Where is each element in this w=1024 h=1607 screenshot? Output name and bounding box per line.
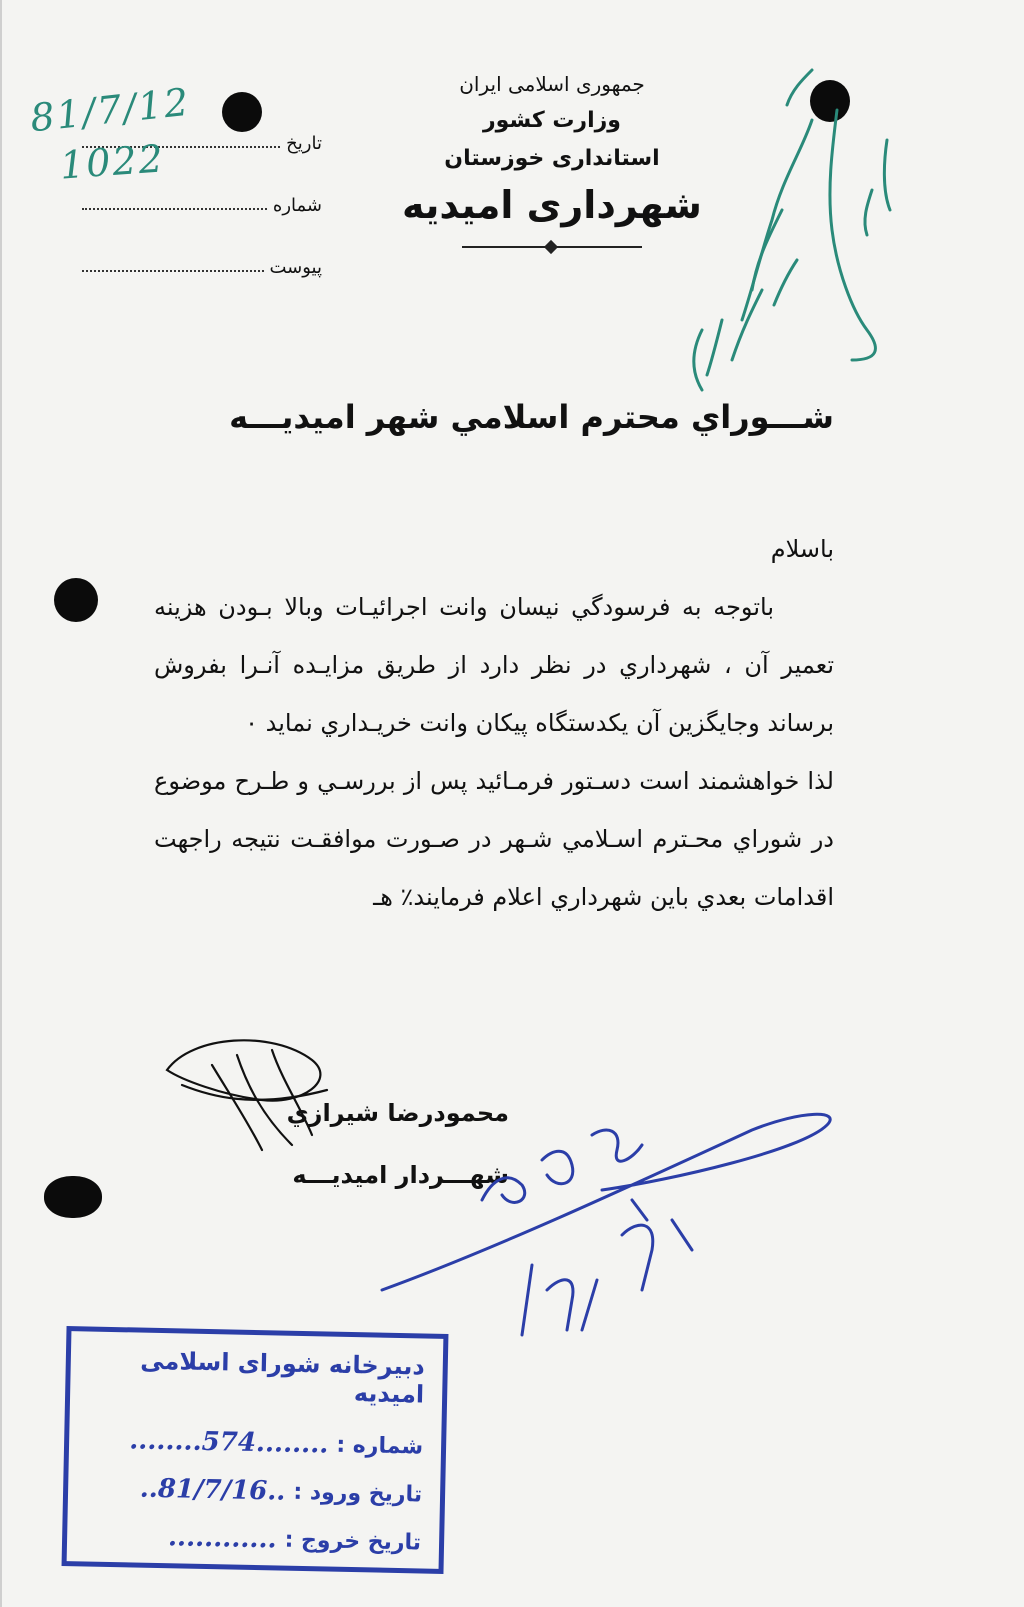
stamp-exit-label: تاریخ خروج : — [284, 1527, 422, 1555]
number-line — [82, 202, 267, 210]
stamp-number-label: شماره : — [336, 1432, 424, 1460]
letter-body — [154, 520, 834, 926]
stamp-entry-row — [86, 1463, 423, 1518]
letterhead-country: جمهوری اسلامی ایران — [459, 72, 645, 96]
stamp-title: دبیرخانه شورای اسلامی امیدیه — [140, 1346, 426, 1409]
registry-stamp — [62, 1326, 449, 1574]
number-label: شماره — [272, 195, 322, 216]
handwritten-date: 81/7/12 — [28, 79, 193, 141]
signer-name: محمودرضا شيرازي — [286, 1099, 509, 1127]
stamp-entry-label: تاریخ ورود : — [293, 1479, 423, 1508]
punch-hole-bottom — [44, 1176, 102, 1218]
letterhead-province: استانداری خوزستان — [444, 146, 660, 172]
punch-hole-middle — [54, 578, 98, 622]
handwritten-blue-note — [372, 1090, 872, 1350]
date-label: تاریخ — [286, 133, 322, 154]
stamp-number-value: ........574........ — [128, 1425, 329, 1460]
stamp-number-row — [87, 1415, 424, 1470]
letterhead-divider — [462, 246, 642, 248]
recipient-heading: شـــوراي محترم اسلامي شهر اميديـــه — [229, 398, 834, 436]
attachment-label: پیوست — [269, 257, 322, 278]
stamp-exit-value: ............ — [167, 1522, 277, 1555]
letterhead-ministry: وزارت کشور — [483, 108, 621, 133]
attachment-line — [82, 264, 264, 272]
greeting: باسلام — [770, 535, 834, 563]
body-paragraph-1: باتوجه به فرسودگي نيسان وانت اجرائيـات وبالا بـودن هزينه تعمير آن ، شهرداري در نظر دارد از طريق مزايـده آنـرا بفروش برساند وجايگزين آن يكدستگاه پيكان وانت خريـداري نمايد ٠ — [154, 593, 834, 737]
signer-title: شهـــردار اميديـــه — [292, 1161, 509, 1189]
body-paragraph-2: لذا خواهشمند است دسـتور فرمـائيد پس از بررسـي و طـرح موضوع در شوراي محـترم اسـلامي شـهر در صـورت موافقـت نتيجه راجهت اقدامات بعدي باين شهرداري اعلام فرمايند٪ هـ — [154, 767, 834, 911]
stamp-exit-row — [85, 1511, 422, 1566]
handwritten-margin-note — [662, 60, 922, 400]
stamp-entry-value: ..81/7/16.. — [139, 1473, 286, 1507]
attachment-row — [82, 216, 322, 278]
letterhead-municipality: شهرداری امیدیه — [402, 182, 702, 227]
handwritten-number: 1022 — [58, 136, 167, 188]
